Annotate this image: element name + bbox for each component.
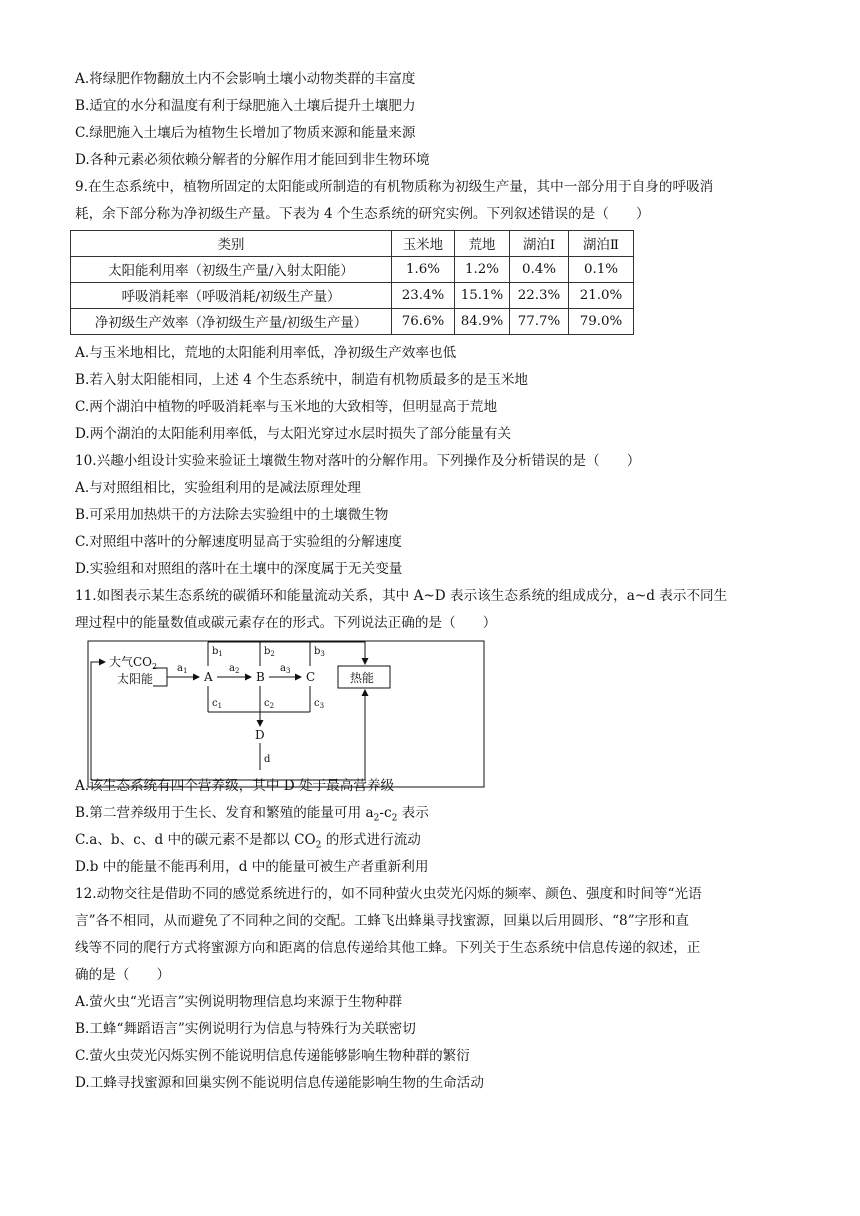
q10-option-c: C.对照组中落叶的分解速度明显高于实验组的分解速度 bbox=[75, 534, 402, 550]
table-header-cell: 湖泊Ⅰ bbox=[510, 231, 569, 257]
q12-option-b: B.工蜂“舞蹈语言”实例说明行为信息与特殊行为关联密切 bbox=[75, 1021, 416, 1037]
table-cell: 1.6% bbox=[392, 257, 455, 283]
q12-stem-line4: 确的是（ ） bbox=[75, 967, 171, 983]
q10-option-a: A.与对照组相比，实验组利用的是减法原理处理 bbox=[75, 480, 362, 496]
table-header-row bbox=[71, 231, 634, 257]
diagram-label-a1: $a_1$ bbox=[177, 663, 188, 675]
table-cell: 15.1% bbox=[455, 283, 510, 309]
diagram-label-c3: $c_3$ bbox=[314, 698, 325, 710]
q11-stem-line2: 理过程中的能量数值或碳元素存在的形式。下列说法正确的是（ ） bbox=[75, 615, 497, 631]
q8-option-d: D.各种元素必须依赖分解者的分解作用才能回到非生物环境 bbox=[75, 152, 430, 168]
table-cell: 太阳能利用率（初级生产量/入射太阳能） bbox=[71, 257, 392, 283]
q12-stem-line2: 言”各不相同，从而避免了不同种之间的交配。工蜂飞出蜂巢寻找蜜源，回巢以后用圆形、“8”字形和直 bbox=[75, 913, 690, 929]
diagram-label-d: d bbox=[264, 754, 271, 765]
q8-option-a: A.将绿肥作物翻放土内不会影响土壤小动物类群的丰富度 bbox=[75, 71, 416, 87]
q12-option-d: D.工蜂寻找蜜源和回巢实例不能说明信息传递能影响生物的生命活动 bbox=[75, 1075, 484, 1091]
q12-stem-line3: 线等不同的爬行方式将蜜源方向和距离的信息传递给其他工蜂。下列关于生态系统中信息传递的叙述，正 bbox=[75, 940, 701, 956]
q9-stem-line2: 耗，余下部分称为净初级生产量。下表为 4 个生态系统的研究实例。下列叙述错误的是（ ） bbox=[75, 206, 650, 222]
q9-option-c: C.两个湖泊中植物的呼吸消耗率与玉米地的大致相等，但明显高于荒地 bbox=[75, 399, 498, 415]
table-cell: 22.3% bbox=[510, 283, 569, 309]
table-cell: 呼吸消耗率（呼吸消耗/初级生产量） bbox=[71, 283, 392, 309]
q11-option-d: D.b 中的能量不能再利用，d 中的能量可被生产者重新利用 bbox=[75, 859, 429, 875]
q11-option-b: B.第二营养级用于生长、发育和繁殖的能量可用 $a_2-c_2$ 表示 bbox=[75, 805, 429, 824]
table-cell: 0.4% bbox=[510, 257, 569, 283]
diagram-label-c1: $c_1$ bbox=[212, 698, 223, 710]
diagram-label-c2: $c_2$ bbox=[264, 698, 275, 710]
diagram-node-d: D bbox=[255, 728, 265, 742]
q10-option-d: D.实验组和对照组的落叶在土壤中的深度属于无关变量 bbox=[75, 561, 403, 577]
table-cell: 1.2% bbox=[455, 257, 510, 283]
table-cell: 79.0% bbox=[569, 309, 634, 335]
diagram-label-b1: $b_1$ bbox=[212, 646, 223, 658]
diagram-label-b3: $b_3$ bbox=[314, 646, 325, 658]
q12-stem-line1: 12.动物交往是借助不同的感觉系统进行的，如不同种萤火虫荧光闪烁的频率、颜色、强度和时间等“光语 bbox=[75, 886, 702, 902]
diagram-node-a: A bbox=[204, 670, 213, 684]
q11-stem-line1: 11.如图表示某生态系统的碳循环和能量流动关系，其中 A~D 表示该生态系统的组成成分，a~d 表示不同生 bbox=[75, 588, 728, 604]
q12-option-a: A.萤火虫“光语言”实例说明物理信息均来源于生物种群 bbox=[75, 994, 403, 1010]
table-row bbox=[71, 257, 634, 283]
table-header-cell: 湖泊Ⅱ bbox=[569, 231, 634, 257]
diagram-label-b2: $b_2$ bbox=[264, 646, 275, 658]
q8-option-b: B.适宜的水分和温度有利于绿肥施入土壤后提升土壤肥力 bbox=[75, 98, 416, 114]
diagram-arrow-return-to-co2 bbox=[91, 662, 105, 780]
diagram-label-co2: 大气$CO_2$ bbox=[109, 655, 158, 671]
q12-option-c: C.萤火虫荧光闪烁实例不能说明信息传递能够影响生物种群的繁衍 bbox=[75, 1048, 470, 1064]
diagram-label-heat: 热能 bbox=[350, 671, 375, 685]
q9-stem-line1: 9.在生态系统中，植物所固定的太阳能或所制造的有机物质称为初级生产量，其中一部分用于自身的呼吸消 bbox=[75, 179, 714, 195]
q9-option-a: A.与玉米地相比，荒地的太阳能利用率低，净初级生产效率也低 bbox=[75, 345, 457, 361]
diagram-node-c: C bbox=[306, 670, 316, 684]
table-cell: 77.7% bbox=[510, 309, 569, 335]
q9-data-table bbox=[70, 230, 634, 335]
table-header-cell: 类别 bbox=[71, 231, 392, 257]
table-cell: 21.0% bbox=[569, 283, 634, 309]
q9-option-d: D.两个湖泊的太阳能利用率低，与太阳光穿过水层时损失了部分能量有关 bbox=[75, 426, 512, 442]
q10-stem: 10.兴趣小组设计实验来验证土壤微生物对落叶的分解作用。下列操作及分析错误的是（ ） bbox=[75, 453, 641, 469]
table-row bbox=[71, 309, 634, 335]
table-row bbox=[71, 283, 634, 309]
diagram-label-a3: $a_3$ bbox=[280, 663, 291, 675]
q9-option-b: B.若入射太阳能相同，上述 4 个生态系统中，制造有机物质最多的是玉米地 bbox=[75, 372, 529, 388]
diagram-arrow-b-to-heat bbox=[208, 642, 365, 664]
diagram-label-sunlight: 太阳能 bbox=[117, 672, 154, 686]
table-header-cell: 荒地 bbox=[455, 231, 510, 257]
diagram-node-b: B bbox=[256, 670, 265, 684]
q10-option-b: B.可采用加热烘干的方法除去实验组中的土壤微生物 bbox=[75, 507, 389, 523]
table-cell: 84.9% bbox=[455, 309, 510, 335]
q11-option-c: C.a、b、c、d 中的碳元素不是都以 $CO_2$ 的形式进行流动 bbox=[75, 832, 421, 851]
q8-option-c: C.绿肥施入土壤后为植物生长增加了物质来源和能量来源 bbox=[75, 125, 416, 141]
table-cell: 净初级生产效率（净初级生产量/初级生产量） bbox=[71, 309, 392, 335]
table-cell: 23.4% bbox=[392, 283, 455, 309]
table-cell: 76.6% bbox=[392, 309, 455, 335]
table-cell: 0.1% bbox=[569, 257, 634, 283]
q11-option-a: A.该生态系统有四个营养级，其中 D 处于最高营养级 bbox=[75, 778, 395, 794]
diagram-label-a2: $a_2$ bbox=[229, 663, 240, 675]
table-header-cell: 玉米地 bbox=[392, 231, 455, 257]
carbon-energy-flow-diagram bbox=[87, 640, 485, 788]
